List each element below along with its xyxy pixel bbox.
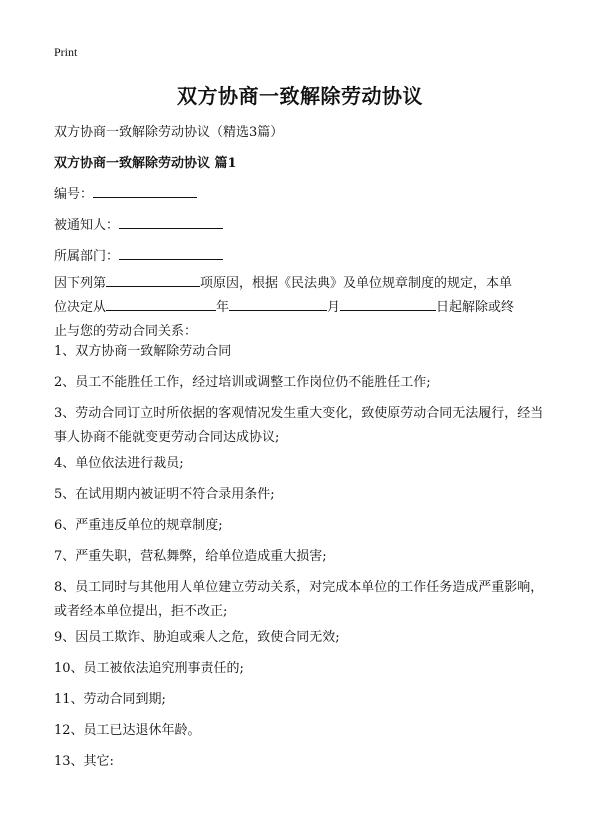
list-item: 8、员工同时与其他用人单位建立劳动关系，对完成本单位的工作任务造成严重影响，或者经本单位提出，拒不改正; [54, 580, 544, 619]
reason-blank [106, 273, 200, 287]
day-blank [340, 297, 436, 311]
document-title: 双方协商一致解除劳动协议 [177, 84, 423, 108]
intro-text: 止与您的劳动合同关系： [54, 324, 198, 339]
field-department [54, 245, 223, 264]
intro-paragraph [54, 272, 554, 344]
field-recipient [54, 214, 223, 233]
field-label: 所属部门： [54, 249, 120, 264]
field-blank [119, 215, 223, 229]
list-item: 10、员工被依法追究刑事责任的; [54, 661, 244, 676]
field-blank [93, 184, 197, 198]
field-number [54, 183, 197, 202]
list-item: 13、其它: [54, 754, 114, 769]
list-item: 3、劳动合同订立时所依据的客观情况发生重大变化，致使原劳动合同无法履行，经当事人协商不能就变更劳动合同达成协议; [54, 406, 544, 445]
intro-text: 月 [327, 300, 341, 315]
month-blank [229, 297, 327, 311]
list-item: 9、因员工欺诈、胁迫或乘人之危，致使合同无效; [54, 630, 340, 645]
list-item: 7、严重失职，营私舞弊，给单位造成重大损害; [54, 549, 327, 564]
field-label: 被通知人： [54, 218, 120, 233]
section-title: 双方协商一致解除劳动协议 篇1 [54, 156, 237, 171]
list-item: 6、严重违反单位的规章制度; [54, 518, 223, 533]
list-item: 12、员工已达退休年龄。 [54, 723, 201, 738]
list-item: 1、双方协商一致解除劳动合同 [54, 344, 232, 359]
document-subtitle: 双方协商一致解除劳动协议（精选3篇） [54, 125, 284, 140]
intro-text: 项原因，根据《民法典》及单位规章制度的规定，本单 [200, 276, 513, 291]
intro-text: 日起解除或终 [436, 300, 515, 315]
list-item: 4、单位依法进行裁员; [54, 456, 184, 471]
intro-text: 位决定从 [54, 300, 107, 315]
list-item: 11、劳动合同到期; [54, 692, 166, 707]
field-label: 编号： [54, 187, 94, 202]
field-blank [119, 246, 223, 260]
year-blank [106, 297, 216, 311]
print-label: Print [54, 45, 78, 59]
intro-text: 年 [216, 300, 230, 315]
intro-text: 因下列第 [54, 276, 107, 291]
list-item: 5、在试用期内被证明不符合录用条件; [54, 487, 275, 502]
list-item: 2、员工不能胜任工作，经过培训或调整工作岗位仍不能胜任工作; [54, 375, 431, 390]
